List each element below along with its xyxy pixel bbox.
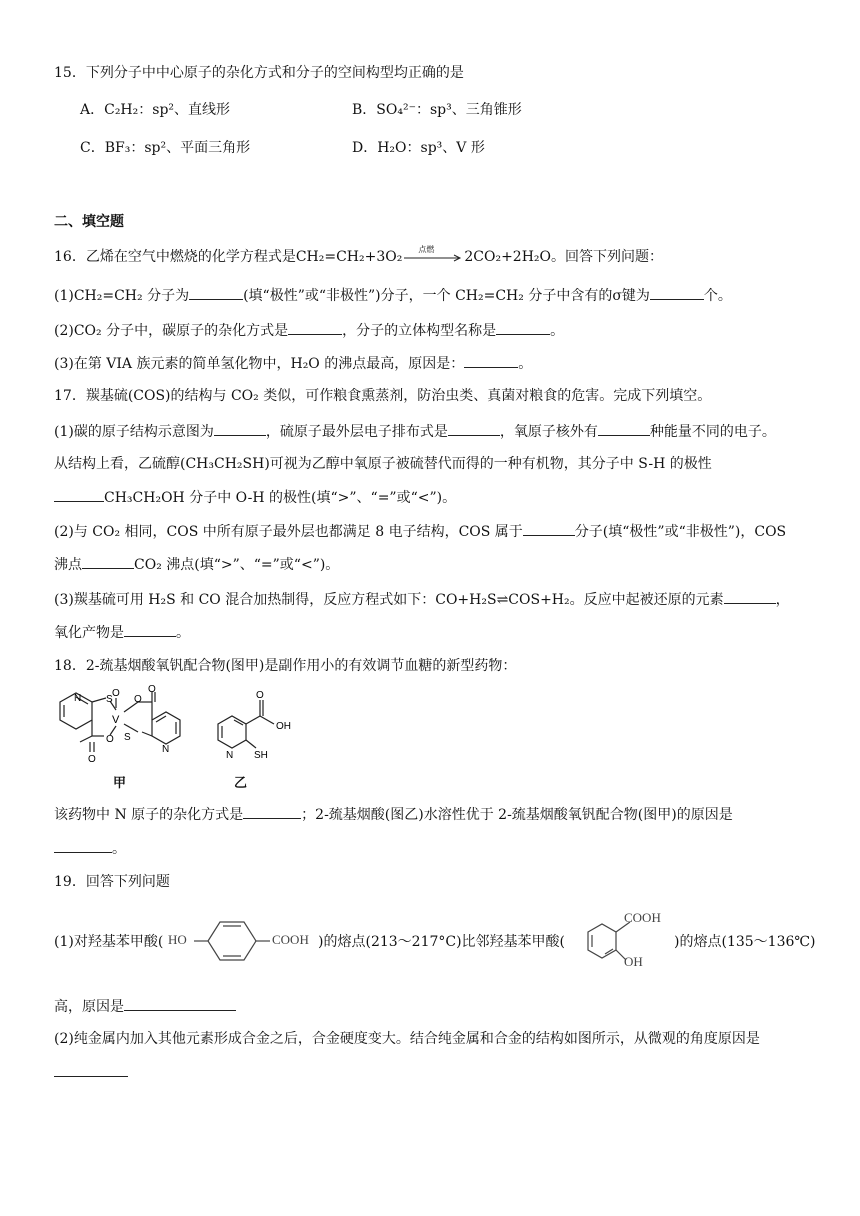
q16-p2-text-c: 。 (550, 323, 565, 339)
q19-line2 (54, 996, 236, 1017)
q19-l1-text-e: ) (810, 934, 816, 950)
equation-right: 2CO₂+2H₂O (464, 249, 552, 265)
q18-l1-text-a: 该药物中 N 原子的杂化方式是 (54, 807, 244, 823)
vanadium-complex-structure (48, 684, 193, 764)
q17-line4 (54, 521, 786, 542)
answer-blank[interactable] (724, 589, 776, 604)
q19-line1-mid (318, 932, 565, 952)
q19-l1-text-b: )的熔点( (318, 934, 371, 950)
q17-line5 (54, 554, 339, 575)
q17-l4-text-a: (2)与 CO₂ 相同，COS 中所有原子最外层也都满足 8 电子结构，COS 属于 (54, 524, 523, 540)
q17-stem: 17．羰基硫(COS)的结构与 CO₂ 类似，可作粮食熏蒸剂，防治虫类、真菌对粮食的危害。完成下列填空。 (54, 388, 712, 404)
q16-stem (54, 247, 663, 267)
q19-line4 (54, 1062, 128, 1083)
answer-blank[interactable] (650, 285, 704, 300)
answer-blank[interactable] (214, 421, 266, 436)
q19-stem: 19．回答下列问题 (54, 874, 170, 890)
q19-l2-text: 高，原因是 (54, 999, 124, 1015)
answer-blank[interactable] (288, 320, 342, 335)
q17-l1-text-c: ，氧原子核外有 (499, 424, 598, 440)
arrow-icon (402, 247, 464, 267)
q19-line3: (2)纯金属内加入其他元素形成合金之后，合金硬度变大。结合纯金属和合金的结构如图所示，从微观的角度原因是 (54, 1031, 760, 1047)
q17-l4-text-b: 分子(填“极性”或“非极性”)，COS (574, 524, 787, 540)
q15-option-d[interactable]: D．H₂O：sp³、V 形 (352, 140, 485, 156)
q17-l5-text-a: 沸点 (54, 557, 82, 573)
answer-blank[interactable] (598, 421, 650, 436)
answer-blank[interactable] (54, 1062, 128, 1077)
atom-label: O (88, 754, 96, 764)
q17-l7-text-a: 氧化产物是 (54, 625, 124, 641)
q16-p1-text-a: (1)CH₂=CH₂ 分子为 (54, 288, 190, 304)
q16-p2-text-b: ，分子的立体构型名称是 (342, 323, 497, 339)
answer-blank[interactable] (82, 554, 134, 569)
q16-part1 (54, 285, 732, 306)
q18-l1-text-b: ；2-巯基烟酸(图乙)水溶性优于 2-巯基烟酸氧钒配合物(图甲)的原因是 (301, 807, 733, 823)
q17-l6-text-a: (3)羰基硫可用 H₂S 和 CO 混合加热制得，反应方程式如下：CO+H₂S⇌COS+H₂。反应中起被还原的元素 (54, 592, 724, 608)
answer-blank[interactable] (523, 521, 575, 536)
atom-label: O (106, 734, 114, 745)
q17-l1-text-d: 种能量不同的电子。 (649, 424, 776, 440)
q16-stem-text: 16．乙烯在空气中燃烧的化学方程式是 (54, 249, 296, 265)
cooh-group: COOH (624, 910, 661, 925)
q16-p1-text-b: (填“极性”或“非极性”)分子，一个 CH₂=CH₂ 分子中含有的σ键为 (243, 288, 650, 304)
atom-label: O (256, 690, 264, 701)
q17-l6-text-b: ， (775, 592, 790, 608)
q15-option-a[interactable]: A．C₂H₂：sp²、直线形 (80, 102, 231, 118)
answer-blank[interactable] (496, 320, 550, 335)
atom-label: O (134, 694, 142, 705)
figure-label-yi: 乙 (234, 776, 248, 791)
answer-blank[interactable] (124, 622, 176, 637)
ortho-hydroxybenzoic-acid-structure (568, 910, 674, 972)
q18-line1 (54, 804, 733, 825)
atom-label: S (124, 732, 131, 743)
q17-l1-text-a: (1)碳的原子结构示意图为 (54, 424, 214, 440)
atom-label: SH (254, 750, 268, 761)
q19-line1-end (674, 932, 816, 952)
atom-label: O (148, 684, 156, 695)
q16-p1-text-c: 个。 (703, 288, 732, 304)
q18-stem: 18．2-巯基烟酸氧钒配合物(图甲)是副作用小的有效调节血糖的新型药物： (54, 658, 517, 674)
atom-label: S (106, 694, 113, 705)
q19-line1 (54, 932, 163, 952)
answer-blank[interactable] (124, 996, 236, 1011)
melting-point-para: 213～217°C (370, 934, 457, 950)
benzene-ring-icon (194, 918, 284, 964)
q17-line2: 从结构上看，乙硫醇(CH₃CH₂SH)可视为乙醇中氧原子被硫替代而得的一种有机物，其分子中 S-H 的极性 (54, 456, 712, 472)
atom-label: N (162, 744, 170, 755)
q17-l3-text: CH₃CH₂OH 分子中 O-H 的极性(填“>”、“=”或“<”)。 (104, 490, 457, 506)
reaction-condition: 点燃 (418, 245, 435, 254)
atom-label: N (226, 750, 234, 761)
q17-line1 (54, 421, 776, 442)
answer-blank[interactable] (464, 353, 518, 368)
answer-blank[interactable] (448, 421, 500, 436)
atom-label: OH (276, 721, 291, 732)
q16-part2 (54, 320, 564, 341)
q15-option-b[interactable]: B．SO₄²⁻：sp³、三角锥形 (352, 102, 522, 118)
q18-line2 (54, 838, 126, 859)
q19-l1-text-c: )比邻羟基苯甲酸( (456, 934, 566, 950)
figure-label-jia: 甲 (113, 776, 127, 791)
q17-line6 (54, 589, 790, 610)
atom-label: V (112, 714, 120, 726)
q16-stem-end: 。回答下列问题： (551, 249, 664, 265)
ho-group: HO (168, 932, 187, 947)
q16-p3-text-b: 。 (518, 356, 533, 372)
mercaptonicotinic-acid-structure (208, 686, 308, 766)
q16-p2-text-a: (2)CO₂ 分子中，碳原子的杂化方式是 (54, 323, 289, 339)
answer-blank[interactable] (243, 804, 301, 819)
answer-blank[interactable] (54, 487, 104, 502)
q17-line3 (54, 487, 456, 508)
para-hydroxybenzoic-acid-structure (168, 918, 318, 964)
reaction-arrow (402, 247, 464, 267)
oh-group: OH (624, 954, 643, 969)
q15-option-c[interactable]: C．BF₃：sp²、平面三角形 (80, 140, 251, 156)
q17-l1-text-b: ，硫原子最外层电子排布式是 (265, 424, 448, 440)
q17-l5-text-b: CO₂ 沸点(填“>”、“=”或“<”)。 (134, 557, 340, 573)
section-title: 二、填空题 (54, 214, 124, 230)
equation-left: CH₂=CH₂+3O₂ (295, 249, 403, 265)
q16-part3 (54, 353, 532, 374)
q18-l2-text: 。 (112, 841, 126, 857)
answer-blank[interactable] (54, 838, 112, 853)
q16-p3-text-a: (3)在第 VIA 族元素的简单氢化物中，H₂O 的沸点最高，原因是： (54, 356, 465, 372)
q17-l7-text-b: 。 (176, 625, 190, 641)
cooh-group: COOH (272, 932, 309, 947)
q17-line7 (54, 622, 190, 643)
melting-point-ortho: 135～136℃ (726, 934, 811, 950)
atom-label: N (74, 693, 82, 704)
answer-blank[interactable] (189, 285, 243, 300)
q15-stem: 15．下列分子中中心原子的杂化方式和分子的空间构型均正确的是 (54, 65, 464, 81)
q19-l1-text-d: )的熔点( (674, 934, 727, 950)
atom-label: O (112, 688, 120, 699)
q19-l1-text-a: (1)对羟基苯甲酸( (54, 934, 164, 950)
